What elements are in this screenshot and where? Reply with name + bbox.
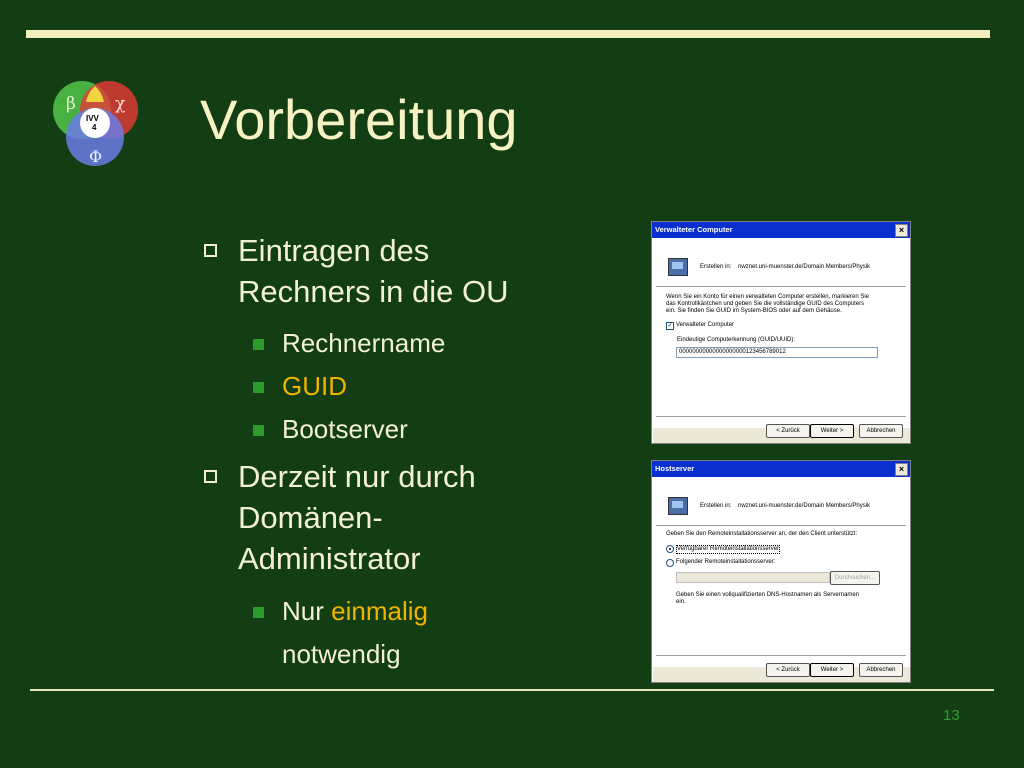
dialog-titlebar	[652, 222, 910, 238]
footer-divider	[30, 689, 994, 691]
hollow-square-bullet-icon	[204, 244, 217, 257]
guid-input[interactable]: 00000000000000000000123456789012	[676, 347, 878, 358]
next-button[interactable]: Weiter >	[810, 424, 854, 438]
hollow-square-bullet-icon	[204, 470, 217, 483]
cancel-button[interactable]: Abbrechen	[859, 424, 903, 438]
cancel-button[interactable]: Abbrechen	[859, 663, 903, 677]
server-name-input[interactable]	[676, 572, 830, 583]
logo-center-line2: 4	[92, 123, 97, 132]
filled-square-bullet-icon	[253, 382, 264, 393]
filled-square-bullet-icon	[253, 339, 264, 350]
computer-icon	[668, 497, 688, 515]
guid-label: Eindeutige Computerkennung (GUID/UUID):	[677, 337, 796, 343]
dialog-title: Hostserver	[655, 464, 695, 473]
dialog-body	[652, 238, 910, 428]
bullet-2-line-2: Domänen-	[238, 500, 383, 535]
bullet-2-line-1: Derzeit nur durch	[238, 459, 476, 494]
computer-icon	[668, 258, 688, 276]
description-line-3: ein. Sie finden Sie GUID im System-BIOS oder auf dem Gehäuse.	[666, 308, 842, 314]
close-icon[interactable]: ×	[895, 463, 908, 476]
browse-button[interactable]: Durchsuchen...	[830, 571, 880, 585]
create-in-label: Erstellen in:	[700, 264, 732, 270]
available-server-radio[interactable]	[666, 545, 674, 553]
bullet-1-line-1: Eintragen des	[238, 233, 430, 268]
dialog-titlebar	[652, 461, 910, 477]
top-decorative-bar	[26, 30, 990, 38]
hint-line-2: ein.	[676, 599, 686, 605]
create-in-value: nwznet.uni-muenster.de/Domain Members/Physik	[738, 503, 871, 509]
sub-bullet-text: GUID	[282, 371, 347, 401]
logo-center-line1: IVV	[86, 114, 99, 123]
dialog-hostserver	[651, 460, 911, 683]
description-line-2: das Kontrollkästchen und geben Sie die vollständige GUID des Computers	[666, 301, 865, 307]
dialog-body	[652, 477, 910, 667]
filled-square-bullet-icon	[253, 607, 264, 618]
sub-bullet-pre: Nur	[282, 596, 332, 626]
back-button[interactable]: < Zurück	[766, 424, 810, 438]
sub-bullet-text: Rechnername	[282, 328, 446, 358]
page-number: 13	[943, 707, 960, 724]
description: Geben Sie den Remoteinstallationsserver an, der den Client unterstützt:	[666, 531, 858, 537]
separator	[656, 525, 906, 527]
following-server-radio[interactable]	[666, 559, 674, 567]
create-in-label: Erstellen in:	[700, 503, 732, 509]
managed-computer-label: Verwalteter Computer	[676, 322, 735, 328]
create-in-value: nwznet.uni-muenster.de/Domain Members/Physik	[738, 264, 871, 270]
description-line-1: Wenn Sie ein Konto für einen verwalteten Computer erstellen, markieren Sie	[666, 294, 869, 300]
logo-beta: β	[66, 94, 76, 114]
dialog-verwalteter-computer	[651, 221, 911, 444]
bullet-1-line-2: Rechners in die OU	[238, 274, 509, 309]
separator	[656, 416, 906, 418]
bullet-2-line-3: Administrator	[238, 541, 421, 576]
logo-phi: Φ	[89, 147, 103, 166]
next-button[interactable]: Weiter >	[810, 663, 854, 677]
logo-chi: χ	[115, 94, 126, 114]
separator	[656, 655, 906, 657]
available-server-label: Verfügbarer Remoteinstallationsserver	[677, 546, 780, 552]
close-icon[interactable]: ×	[895, 224, 908, 237]
filled-square-bullet-icon	[253, 425, 264, 436]
separator	[656, 286, 906, 288]
sub-bullet-text: Bootserver	[282, 414, 408, 444]
following-server-label: Folgender Remoteinstallationsserver:	[676, 559, 776, 565]
ivv4-logo	[48, 80, 143, 170]
slide-title: Vorbereitung	[200, 88, 518, 151]
sub-bullet-line-2: notwendig	[282, 639, 401, 669]
dialog-title: Verwalteter Computer	[655, 225, 733, 234]
back-button[interactable]: < Zurück	[766, 663, 810, 677]
hint-line-1: Geben Sie einen vollqualifizierten DNS-Hostnamen als Servernamen	[676, 592, 860, 598]
sub-bullet-highlight: einmalig	[331, 596, 428, 626]
managed-computer-checkbox[interactable]: ✓	[667, 323, 673, 329]
